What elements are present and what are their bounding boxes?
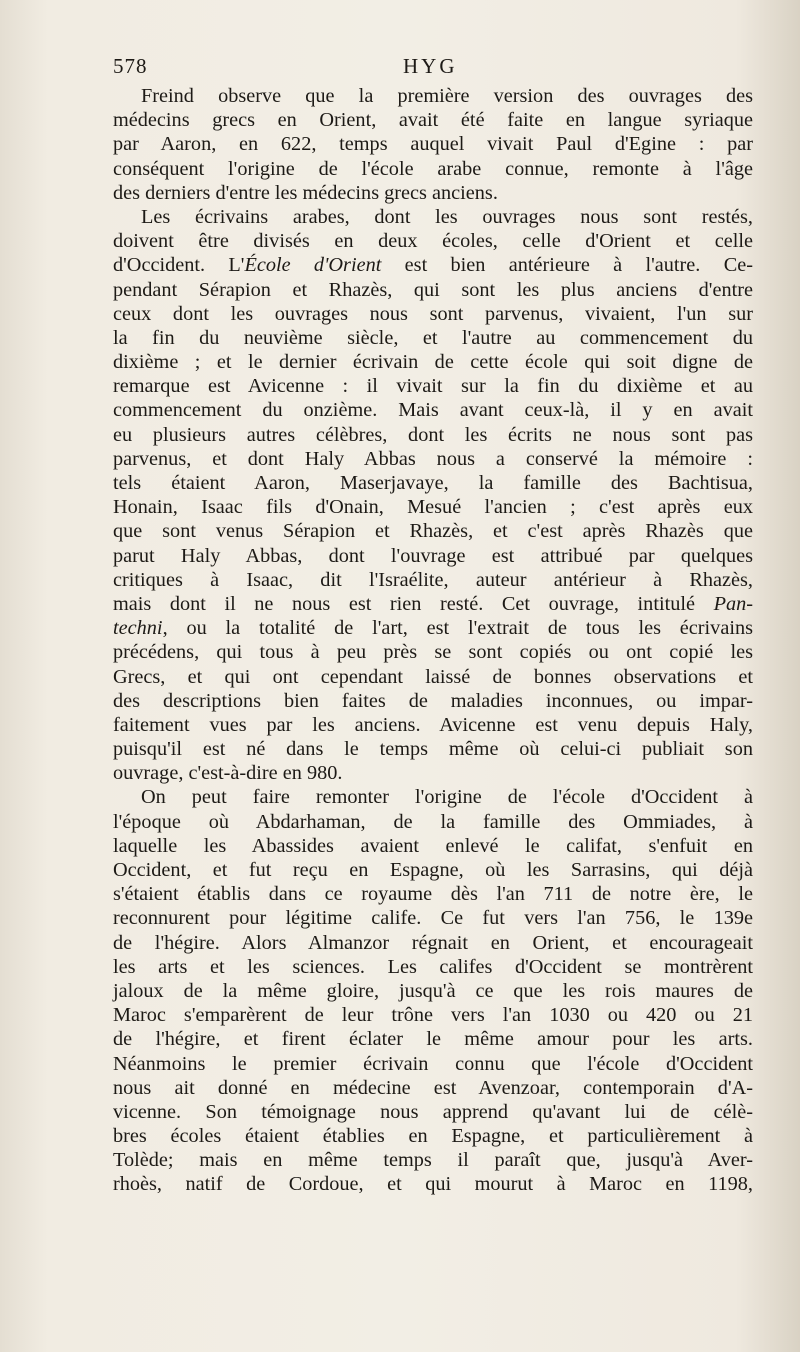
text-line: [113, 592, 753, 616]
running-head: HYG: [403, 54, 458, 78]
text-line: rhoès, natif de Cordoue, et qui mourut à Maroc en 1198,: [113, 1173, 753, 1196]
text-line: précédens, qui tous à peu près se sont copiés ou ont copié les: [113, 641, 753, 664]
text-line: médecins grecs en Orient, avait été faite en langue syriaque: [113, 109, 753, 132]
italic-title: Pan-: [713, 592, 753, 615]
text-line: de l'hégire. Alors Almanzor régnait en Orient, et encourageait: [113, 931, 753, 954]
text-line: [113, 616, 753, 640]
text-line: la fin du neuvième siècle, et l'autre au commencement du: [113, 326, 753, 349]
text-line: Grecs, et qui ont cependant laissé de bonnes observations et: [113, 665, 753, 688]
text-segment: est bien antérieure à l'autre. Ce-: [381, 254, 753, 277]
text-line: remarque est Avicenne : il vivait sur la fin du dixième et au: [113, 375, 753, 398]
text-segment: mais dont il ne nous est rien resté. Cet ouvrage, intitulé: [113, 592, 714, 615]
text-line: reconnurent pour légitime calife. Ce fut vers l'an 756, le 139e: [113, 907, 753, 930]
text-line: nous ait donné en médecine est Avenzoar, contemporain d'A-: [113, 1076, 753, 1099]
text-line: laquelle les Abassides avaient enlevé le califat, s'enfuit en: [113, 834, 753, 857]
text-line: conséquent l'origine de l'école arabe connue, remonte à l'âge: [113, 157, 753, 180]
italic-title: techni: [113, 617, 163, 640]
text-line: l'époque où Abdarhaman, de la famille des Ommiades, à: [113, 810, 753, 833]
text-line: des descriptions bien faites de maladies inconnues, ou impar-: [113, 689, 753, 712]
italic-title: École d'Orient: [244, 254, 382, 277]
text-line: faitement vues par les anciens. Avicenne est venu depuis Haly,: [113, 713, 753, 736]
text-line: jaloux de la même gloire, jusqu'à ce que les rois maures de: [113, 979, 753, 1002]
body-text: [113, 84, 753, 1197]
text-line: [113, 253, 753, 277]
text-line: ceux dont les ouvrages nous sont parvenus, vivaient, l'un sur: [113, 302, 753, 325]
text-line: les arts et les sciences. Les califes d'Occident se montrèrent: [113, 955, 753, 978]
text-line: Maroc s'emparèrent de leur trône vers l'an 1030 ou 420 ou 21: [113, 1004, 753, 1027]
text-line: puisqu'il est né dans le temps même où celui-ci publiait son: [113, 738, 753, 761]
text-line: Occident, et fut reçu en Espagne, où les Sarrasins, qui déjà: [113, 859, 753, 881]
text-line: eu plusieurs autres célèbres, dont les écrits ne nous sont pas: [113, 423, 753, 446]
text-line: doivent être divisés en deux écoles, celle d'Orient et celle: [113, 230, 753, 253]
text-line: commencement du onzième. Mais avant ceux-là, il y en avait: [113, 399, 753, 422]
page-header: [113, 54, 753, 82]
text-line: Néanmoins le premier écrivain connu que l'école d'Occident: [113, 1052, 753, 1075]
page-number: 578: [113, 54, 148, 78]
text-line: On peut faire remonter l'origine de l'école d'Occident à: [141, 786, 753, 809]
text-line: pendant Sérapion et Rhazès, qui sont les plus anciens d'entre: [113, 278, 753, 301]
text-line: vicenne. Son témoignage nous apprend qu'avant lui de célè-: [113, 1100, 753, 1123]
text-line: parut Haly Abbas, dont l'ouvrage est attribué par quelques: [113, 544, 753, 567]
text-line: critiques à Isaac, dit l'Israélite, auteur antérieur à Rhazès,: [113, 568, 753, 591]
text-line: de l'hégire, et firent éclater le même amour pour les arts.: [113, 1028, 753, 1051]
text-line: ouvrage, c'est-à-dire en 980.: [113, 762, 343, 785]
text-line: tels étaient Aaron, Maserjavaye, la famille des Bachtisua,: [113, 472, 753, 494]
text-line: s'étaient établis dans ce royaume dès l'an 711 de notre ère, le: [113, 883, 753, 906]
text-line: bres écoles étaient établies en Espagne, et particulièrement à: [113, 1125, 753, 1148]
text-line: Honain, Isaac fils d'Onain, Mesué l'ancien ; c'est après eux: [113, 496, 753, 519]
text-segment: d'Occident. L': [113, 254, 245, 277]
text-line: par Aaron, en 622, temps auquel vivait Paul d'Egine : par: [113, 133, 753, 156]
text-line: dixième ; et le dernier écrivain de cette école qui soit digne de: [113, 351, 753, 374]
text-line: Freind observe que la première version des ouvrages des: [141, 85, 753, 107]
text-line: Les écrivains arabes, dont les ouvrages nous sont restés,: [141, 205, 753, 228]
text-segment: , ou la totalité de l'art, est l'extrait de tous les écrivains: [162, 617, 753, 640]
text-line: des derniers d'entre les médecins grecs anciens.: [113, 181, 498, 204]
text-line: que sont venus Sérapion et Rhazès, et c'est après Rhazès que: [113, 520, 753, 543]
text-line: Tolède; mais en même temps il paraît que, jusqu'à Aver-: [113, 1149, 753, 1172]
text-line: parvenus, et dont Haly Abbas nous a conservé la mémoire :: [113, 447, 753, 470]
